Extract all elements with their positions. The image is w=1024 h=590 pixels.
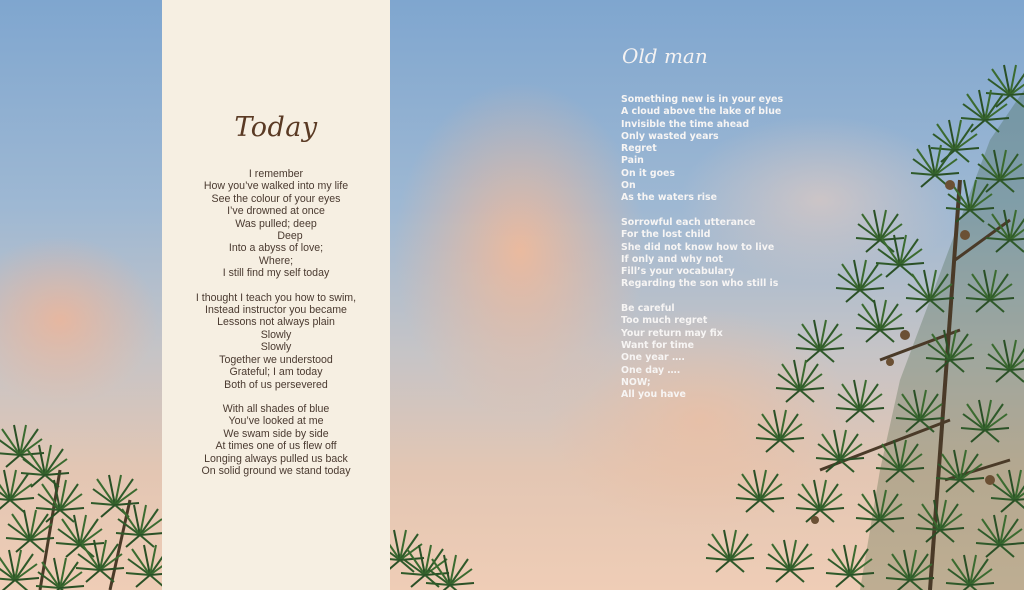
poem-line: With all shades of blue: [222, 402, 330, 415]
stanza: [162, 403, 390, 477]
poem-line: We swam side by side: [223, 427, 329, 440]
poem-line: Longing always pulled us back: [204, 452, 348, 465]
poem-title-old-man: Old man: [622, 44, 708, 68]
poem-line: On it goes: [621, 167, 675, 179]
poem-line: I remember: [248, 168, 304, 180]
left-pine-tree: [0, 425, 174, 590]
poem-line: As the waters rise: [621, 192, 717, 204]
poem-line: For the lost child: [621, 229, 711, 241]
poem-line: How you’ve walked into my life: [203, 180, 349, 193]
poem-line: Into a abyss of love;: [228, 242, 324, 255]
poem-line: Want for time: [621, 339, 694, 351]
poem-line: Both of us persevered: [224, 378, 328, 391]
stanza: [621, 217, 861, 291]
poem-line: Regarding the son who still is: [621, 278, 779, 290]
poem-line: Slowly: [260, 341, 292, 354]
poem-line: Too much regret: [621, 315, 708, 327]
poem-body-old-man: [621, 94, 861, 414]
poem-line: Was pulled; deep: [235, 217, 317, 230]
poem-line: Together we understood: [219, 353, 333, 366]
poem-line: She did not know how to live: [621, 241, 775, 253]
poem-line: Where;: [258, 254, 294, 267]
poem-line: At times one of us flew off: [215, 440, 337, 453]
poem-line: Invisible the time ahead: [621, 118, 750, 130]
poem-line: Fill’s your vocabulary: [621, 266, 735, 278]
stanza: [621, 94, 861, 205]
poem-line: Slowly: [260, 328, 292, 341]
poem-line: I’ve drowned at once: [227, 205, 325, 218]
stanza: [621, 303, 861, 401]
poem-line: One year ….: [621, 352, 685, 364]
poem-line: You’ve looked at me: [228, 415, 324, 428]
poem-line: See the colour of your eyes: [211, 192, 341, 205]
middle-pine-branch: [376, 530, 474, 590]
poem-line: NOW;: [621, 376, 651, 388]
poem-line: On: [621, 180, 636, 192]
poem-line: If only and why not: [621, 253, 723, 265]
stanza: [162, 292, 390, 391]
poem-line: Be careful: [621, 303, 675, 315]
poem-line: Instead instructor you became: [205, 304, 347, 317]
poem-body-today: [162, 168, 390, 489]
poem-line: Sorrowful each utterance: [621, 216, 756, 228]
poem-line: A cloud above the lake of blue: [621, 106, 782, 118]
poem-line: Lessons not always plain: [217, 316, 335, 329]
poem-line: On solid ground we stand today: [201, 464, 351, 477]
left-page-panel: [162, 0, 390, 590]
poem-line: I still find my self today: [222, 267, 330, 280]
poem-line: All you have: [621, 389, 686, 401]
poem-line: Only wasted years: [621, 130, 719, 142]
poem-line: Grateful; I am today: [229, 366, 323, 379]
poem-line: Deep: [277, 230, 303, 243]
poem-line: I thought I teach you how to swim,: [195, 291, 357, 304]
poem-line: Regret: [621, 143, 657, 155]
poem-line: Something new is in your eyes: [621, 94, 784, 105]
poem-line: Your return may fix: [621, 327, 723, 339]
poem-line: Pain: [621, 155, 644, 167]
poem-title-today: Today: [234, 112, 318, 143]
poem-line: One day ….: [621, 364, 681, 376]
stanza: [162, 168, 390, 280]
